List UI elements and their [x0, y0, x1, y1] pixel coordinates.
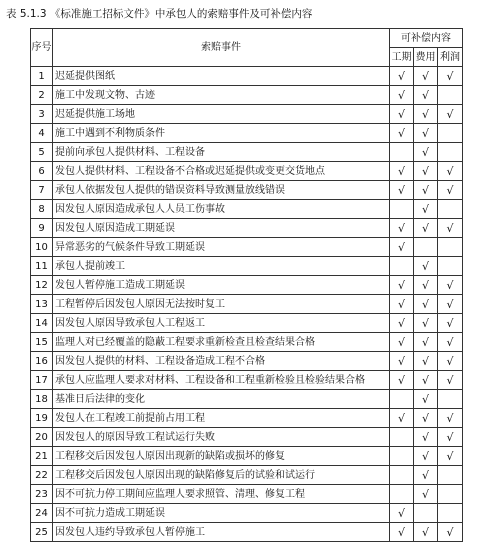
period-mark: √ — [390, 352, 414, 371]
profit-mark: √ — [438, 352, 463, 371]
profit-mark: √ — [438, 105, 463, 124]
cost-mark: √ — [414, 105, 438, 124]
profit-mark: √ — [438, 409, 463, 428]
period-mark: √ — [390, 504, 414, 523]
table-caption: 表 5.1.3 《标准施工招标文件》中承包人的索赔事件及可补偿内容 — [6, 8, 313, 20]
table-row — [31, 390, 463, 409]
period-mark: √ — [390, 276, 414, 295]
row-number: 4 — [31, 124, 53, 143]
row-number: 25 — [31, 523, 53, 542]
cost-mark: √ — [414, 523, 438, 542]
period-mark: √ — [390, 67, 414, 86]
table-row — [31, 257, 463, 276]
row-number: 9 — [31, 219, 53, 238]
row-number: 3 — [31, 105, 53, 124]
period-mark: √ — [390, 409, 414, 428]
row-event: 施工中遇到不利物质条件 — [53, 124, 390, 143]
profit-mark: √ — [438, 219, 463, 238]
cost-mark: √ — [414, 409, 438, 428]
cost-mark — [414, 238, 438, 257]
row-number: 22 — [31, 466, 53, 485]
period-mark: √ — [390, 124, 414, 143]
row-event: 因发包人原因导致承包人工程返工 — [53, 314, 390, 333]
period-mark: √ — [390, 219, 414, 238]
row-number: 14 — [31, 314, 53, 333]
row-number: 19 — [31, 409, 53, 428]
cost-mark: √ — [414, 333, 438, 352]
cost-mark: √ — [414, 447, 438, 466]
table-row — [31, 485, 463, 504]
row-event: 提前向承包人提供材料、工程设备 — [53, 143, 390, 162]
profit-mark: √ — [438, 371, 463, 390]
cost-mark: √ — [414, 295, 438, 314]
row-event: 因发包人原因造成工期延误 — [53, 219, 390, 238]
row-event: 工程暂停后因发包人原因无法按时复工 — [53, 295, 390, 314]
header-compensable: 可补偿内容 — [390, 29, 463, 48]
row-number: 8 — [31, 200, 53, 219]
table-row — [31, 86, 463, 105]
table-row — [31, 352, 463, 371]
profit-mark — [438, 124, 463, 143]
row-event: 基准日后法律的变化 — [53, 390, 390, 409]
claims-table — [30, 28, 463, 542]
row-number: 11 — [31, 257, 53, 276]
header-event: 索赔事件 — [53, 29, 390, 67]
profit-mark: √ — [438, 181, 463, 200]
cost-mark: √ — [414, 257, 438, 276]
period-mark: √ — [390, 295, 414, 314]
period-mark: √ — [390, 105, 414, 124]
header-profit: 利润 — [438, 48, 463, 67]
row-event: 因发包人违约导致承包人暂停施工 — [53, 523, 390, 542]
cost-mark: √ — [414, 162, 438, 181]
profit-mark: √ — [438, 523, 463, 542]
row-number: 16 — [31, 352, 53, 371]
row-event: 因不可抗力停工期间应监理人要求照管、清理、修复工程 — [53, 485, 390, 504]
row-number: 5 — [31, 143, 53, 162]
table-row — [31, 466, 463, 485]
row-event: 因发包人提供的材料、工程设备造成工程不合格 — [53, 352, 390, 371]
profit-mark — [438, 504, 463, 523]
row-event: 工程移交后因发包人原因出现新的缺陷或损坏的修复 — [53, 447, 390, 466]
row-event: 施工中发现文物、古迹 — [53, 86, 390, 105]
period-mark — [390, 447, 414, 466]
table-row — [31, 238, 463, 257]
profit-mark: √ — [438, 162, 463, 181]
table-row — [31, 428, 463, 447]
profit-mark — [438, 257, 463, 276]
cost-mark: √ — [414, 181, 438, 200]
row-event: 承包人应监理人要求对材料、工程设备和工程重新检验且检验结果合格 — [53, 371, 390, 390]
cost-mark: √ — [414, 371, 438, 390]
period-mark — [390, 200, 414, 219]
profit-mark: √ — [438, 276, 463, 295]
table-row — [31, 314, 463, 333]
row-event: 迟延提供施工场地 — [53, 105, 390, 124]
cost-mark: √ — [414, 86, 438, 105]
period-mark — [390, 143, 414, 162]
row-event: 迟延提供图纸 — [53, 67, 390, 86]
table-row — [31, 333, 463, 352]
row-number: 21 — [31, 447, 53, 466]
row-number: 12 — [31, 276, 53, 295]
period-mark — [390, 257, 414, 276]
cost-mark: √ — [414, 314, 438, 333]
row-event: 发包人提供材料、工程设备不合格或迟延提供或变更交货地点 — [53, 162, 390, 181]
row-number: 2 — [31, 86, 53, 105]
header-no: 序号 — [31, 29, 53, 67]
profit-mark — [438, 238, 463, 257]
cost-mark: √ — [414, 276, 438, 295]
profit-mark: √ — [438, 428, 463, 447]
table-body — [31, 67, 463, 542]
row-event: 发包人暂停施工造成工期延误 — [53, 276, 390, 295]
table-row — [31, 143, 463, 162]
period-mark: √ — [390, 371, 414, 390]
row-number: 7 — [31, 181, 53, 200]
table-row — [31, 409, 463, 428]
row-event: 承包人依据发包人提供的错误资料导致测量放线错误 — [53, 181, 390, 200]
row-event: 因发包人原因造成承包人人员工伤事故 — [53, 200, 390, 219]
row-number: 1 — [31, 67, 53, 86]
row-event: 因发包人的原因导致工程试运行失败 — [53, 428, 390, 447]
row-event: 异常恶劣的气候条件导致工期延误 — [53, 238, 390, 257]
header-period: 工期 — [390, 48, 414, 67]
cost-mark: √ — [414, 466, 438, 485]
period-mark — [390, 485, 414, 504]
cost-mark: √ — [414, 219, 438, 238]
row-number: 20 — [31, 428, 53, 447]
row-event: 工程移交后因发包人原因出现的缺陷修复后的试验和试运行 — [53, 466, 390, 485]
cost-mark: √ — [414, 124, 438, 143]
cost-mark: √ — [414, 390, 438, 409]
row-number: 15 — [31, 333, 53, 352]
row-event: 发包人在工程竣工前提前占用工程 — [53, 409, 390, 428]
period-mark: √ — [390, 86, 414, 105]
table-row — [31, 447, 463, 466]
profit-mark: √ — [438, 295, 463, 314]
profit-mark: √ — [438, 333, 463, 352]
period-mark: √ — [390, 523, 414, 542]
row-number: 17 — [31, 371, 53, 390]
table-row — [31, 105, 463, 124]
profit-mark — [438, 466, 463, 485]
profit-mark — [438, 143, 463, 162]
cost-mark: √ — [414, 200, 438, 219]
period-mark: √ — [390, 162, 414, 181]
row-number: 24 — [31, 504, 53, 523]
cost-mark: √ — [414, 485, 438, 504]
row-number: 10 — [31, 238, 53, 257]
table-row — [31, 200, 463, 219]
cost-mark — [414, 504, 438, 523]
period-mark — [390, 428, 414, 447]
row-number: 6 — [31, 162, 53, 181]
profit-mark — [438, 485, 463, 504]
period-mark: √ — [390, 333, 414, 352]
cost-mark: √ — [414, 67, 438, 86]
profit-mark: √ — [438, 447, 463, 466]
table-row — [31, 67, 463, 86]
period-mark: √ — [390, 238, 414, 257]
profit-mark — [438, 390, 463, 409]
period-mark — [390, 390, 414, 409]
row-number: 18 — [31, 390, 53, 409]
period-mark: √ — [390, 181, 414, 200]
profit-mark — [438, 86, 463, 105]
table-row — [31, 504, 463, 523]
profit-mark — [438, 200, 463, 219]
table-row — [31, 276, 463, 295]
period-mark — [390, 466, 414, 485]
row-number: 13 — [31, 295, 53, 314]
row-event: 承包人提前竣工 — [53, 257, 390, 276]
row-number: 23 — [31, 485, 53, 504]
table-row — [31, 371, 463, 390]
cost-mark: √ — [414, 352, 438, 371]
table-row — [31, 124, 463, 143]
header-cost: 费用 — [414, 48, 438, 67]
profit-mark: √ — [438, 314, 463, 333]
cost-mark: √ — [414, 143, 438, 162]
table-row — [31, 181, 463, 200]
table-row — [31, 219, 463, 238]
profit-mark: √ — [438, 67, 463, 86]
period-mark: √ — [390, 314, 414, 333]
cost-mark: √ — [414, 428, 438, 447]
table-row — [31, 523, 463, 542]
row-event: 因不可抗力造成工期延误 — [53, 504, 390, 523]
table-row — [31, 295, 463, 314]
table-row — [31, 162, 463, 181]
row-event: 监理人对已经覆盖的隐蔽工程要求重新检查且检查结果合格 — [53, 333, 390, 352]
